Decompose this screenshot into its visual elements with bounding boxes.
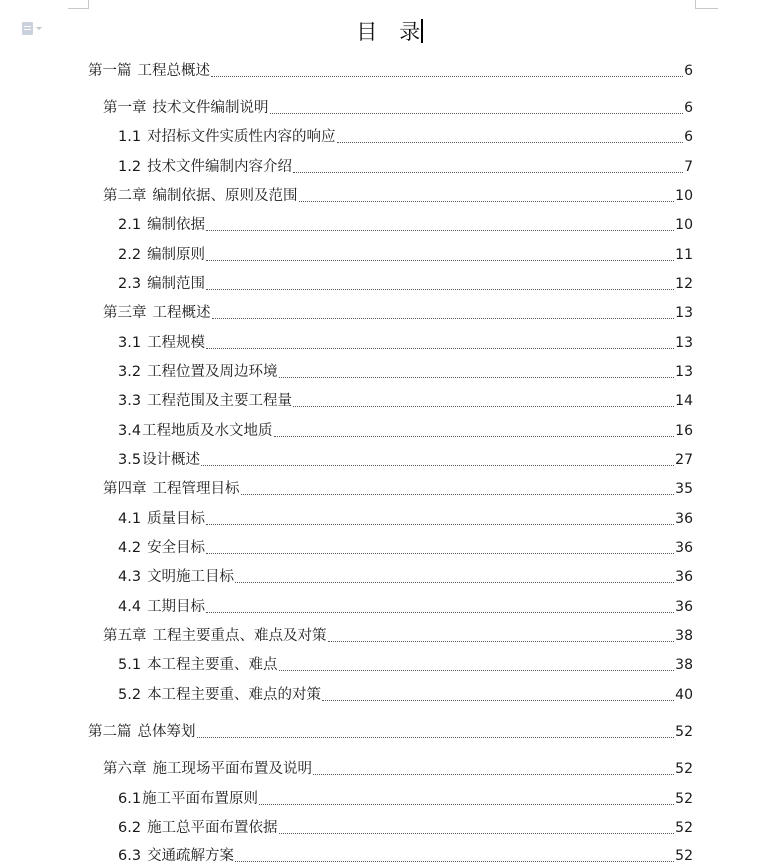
- toc-entry-number: 5.1: [118, 657, 142, 673]
- toc-entry[interactable]: [118, 790, 693, 808]
- toc-entry-page: 40: [675, 687, 693, 703]
- toc-entry-text: 质量目标: [147, 511, 206, 527]
- toc-entry-page: 6: [684, 63, 693, 79]
- toc-leader: [337, 142, 684, 143]
- toc-leader: [212, 318, 675, 319]
- toc-entry-page: 52: [675, 791, 693, 807]
- toc-entry[interactable]: [103, 187, 693, 205]
- toc-entry[interactable]: [118, 216, 693, 234]
- text-cursor: [421, 19, 423, 43]
- toc-entry-text: 技术文件编制内容介绍: [147, 159, 293, 175]
- toc-entry-number: 5.2: [118, 687, 142, 703]
- toc-entry-number: 3.5: [118, 452, 142, 468]
- toc-entry[interactable]: [118, 392, 693, 410]
- toc-leader: [279, 377, 675, 378]
- toc-entry[interactable]: [118, 598, 693, 616]
- toc-entry-number: 第一章: [103, 100, 147, 116]
- toc-leader: [235, 861, 674, 862]
- page-corner-mark-left: [68, 0, 89, 9]
- toc-title-part2: 录: [399, 20, 421, 44]
- toc-entry-number: 3.3: [118, 393, 142, 409]
- toc-entry[interactable]: [118, 510, 693, 528]
- toc-leader: [279, 833, 675, 834]
- toc-entry[interactable]: [103, 480, 693, 498]
- toc-title: [0, 17, 779, 47]
- toc-entry-text: 总体筹划: [137, 724, 196, 740]
- toc-entry-page: 13: [675, 335, 693, 351]
- toc-entry-page: 16: [675, 423, 693, 439]
- page-corner-mark-right: [695, 0, 718, 9]
- toc-entry-number: 第五章: [103, 628, 147, 644]
- toc-entry[interactable]: [118, 422, 693, 440]
- toc-leader: [211, 76, 683, 77]
- toc-leader: [259, 804, 674, 805]
- toc-entry[interactable]: [103, 99, 693, 117]
- toc-entry-text: 编制依据: [147, 217, 206, 233]
- toc-entry-number: 2.1: [118, 217, 142, 233]
- toc-entry[interactable]: [118, 451, 693, 469]
- toc-entry-text: 编制原则: [147, 247, 206, 263]
- toc-entry-page: 6: [684, 100, 693, 116]
- toc-entry-number: 第六章: [103, 761, 147, 777]
- toc-entry-number: 3.4: [118, 423, 142, 439]
- toc-entry[interactable]: [118, 568, 693, 586]
- toc-entry[interactable]: [103, 304, 693, 322]
- toc-entry-text: 编制依据、原则及范围: [152, 188, 298, 204]
- toc-leader: [201, 465, 674, 466]
- toc-entry-number: 4.2: [118, 540, 142, 556]
- toc-entry[interactable]: [118, 819, 693, 837]
- toc-entry-text: 工程范围及主要工程量: [147, 393, 293, 409]
- toc-entry-number: 2.3: [118, 276, 142, 292]
- toc-entry-page: 36: [675, 511, 693, 527]
- toc-leader: [293, 172, 683, 173]
- toc-entry[interactable]: [118, 128, 693, 146]
- toc-entry-text: 交通疏解方案: [147, 848, 235, 864]
- toc-entry-number: 4.1: [118, 511, 142, 527]
- toc-entry[interactable]: [118, 847, 693, 865]
- toc-entry[interactable]: [118, 686, 693, 704]
- toc-entry-text: 施工平面布置原则: [142, 791, 259, 807]
- toc-entry-number: 3.2: [118, 364, 142, 380]
- toc-entry-page: 52: [675, 724, 693, 740]
- toc-entry-number: 第三章: [103, 305, 147, 321]
- toc-leader: [322, 700, 674, 701]
- toc-entry[interactable]: [103, 760, 693, 778]
- toc-leader: [279, 670, 675, 671]
- toc-entry-page: 7: [684, 159, 693, 175]
- toc-leader: [206, 612, 674, 613]
- toc-entry-page: 6: [684, 129, 693, 145]
- toc-entry-text: 工程地质及水文地质: [142, 423, 273, 439]
- toc-leader: [206, 553, 674, 554]
- toc-entry-text: 编制范围: [147, 276, 206, 292]
- toc-entry-page: 38: [675, 657, 693, 673]
- toc-entry-number: 6.2: [118, 820, 142, 836]
- toc-entry-text: 施工现场平面布置及说明: [152, 761, 312, 777]
- toc-entry-page: 36: [675, 569, 693, 585]
- toc-entry-number: 1.2: [118, 159, 142, 175]
- toc-entry-text: 工程管理目标: [152, 481, 240, 497]
- toc-entry[interactable]: [118, 539, 693, 557]
- toc-leader: [235, 582, 674, 583]
- toc-entry[interactable]: [118, 275, 693, 293]
- toc-entry-text: 文明施工目标: [147, 569, 235, 585]
- toc-leader: [241, 494, 675, 495]
- toc-entry-text: 工程主要重点、难点及对策: [152, 628, 327, 644]
- toc-leader: [274, 436, 675, 437]
- toc-entry-page: 10: [675, 188, 693, 204]
- toc-entry-page: 52: [675, 761, 693, 777]
- toc-entry-number: 第四章: [103, 481, 147, 497]
- toc-entry-text: 对招标文件实质性内容的响应: [147, 129, 336, 145]
- toc-entry-number: 第一篇: [88, 63, 132, 79]
- toc-leader: [206, 524, 674, 525]
- toc-entry-page: 52: [675, 820, 693, 836]
- toc-title-part1: 目: [356, 20, 378, 44]
- toc-leader: [328, 641, 675, 642]
- toc-entry-page: 11: [675, 247, 693, 263]
- toc-entry[interactable]: [118, 334, 693, 352]
- toc-entry-page: 13: [675, 364, 693, 380]
- toc-entry-page: 10: [675, 217, 693, 233]
- toc-entry[interactable]: [118, 363, 693, 381]
- toc-entry-number: 6.3: [118, 848, 142, 864]
- toc-entry-text: 工程总概述: [137, 63, 210, 79]
- toc-entry[interactable]: [88, 62, 693, 80]
- toc-leader: [197, 737, 675, 738]
- toc-entry-text: 施工总平面布置依据: [147, 820, 278, 836]
- toc-entry-page: 36: [675, 599, 693, 615]
- toc-entry-number: 3.1: [118, 335, 142, 351]
- toc-entry-text: 工程规模: [147, 335, 206, 351]
- toc-entry-page: 36: [675, 540, 693, 556]
- toc-entry-number: 1.1: [118, 129, 142, 145]
- toc-entry-text: 工期目标: [147, 599, 206, 615]
- toc-leader: [206, 348, 674, 349]
- toc-entry-page: 12: [675, 276, 693, 292]
- toc-entry-page: 35: [675, 481, 693, 497]
- toc-entry-number: 第二章: [103, 188, 147, 204]
- toc-leader: [206, 260, 674, 261]
- toc-entry-number: 4.3: [118, 569, 142, 585]
- toc-leader: [270, 113, 684, 114]
- toc-entry[interactable]: [103, 627, 693, 645]
- toc-entry-text: 工程位置及周边环境: [147, 364, 278, 380]
- toc-entry[interactable]: [118, 656, 693, 674]
- toc-entry-page: 27: [675, 452, 693, 468]
- toc-entry-text: 工程概述: [152, 305, 211, 321]
- toc-entry-text: 设计概述: [142, 452, 201, 468]
- toc-entry-number: 6.1: [118, 791, 142, 807]
- toc-entry-page: 14: [675, 393, 693, 409]
- toc-entry-page: 13: [675, 305, 693, 321]
- toc-leader: [206, 289, 674, 290]
- toc-entry-text: 本工程主要重、难点: [147, 657, 278, 673]
- toc-leader: [206, 230, 674, 231]
- toc-entry-number: 4.4: [118, 599, 142, 615]
- toc-entry-text: 技术文件编制说明: [152, 100, 269, 116]
- toc-entry-page: 52: [675, 848, 693, 864]
- toc-leader: [293, 406, 674, 407]
- toc-entry-text: 本工程主要重、难点的对策: [147, 687, 322, 703]
- toc-entry[interactable]: [118, 158, 693, 176]
- toc-leader: [299, 201, 675, 202]
- toc-leader: [313, 774, 674, 775]
- toc-entry-text: 安全目标: [147, 540, 206, 556]
- toc-entry[interactable]: [88, 723, 693, 741]
- toc-entry-page: 38: [675, 628, 693, 644]
- toc-entry[interactable]: [118, 246, 693, 264]
- toc-entry-number: 第二篇: [88, 724, 132, 740]
- toc-entry-number: 2.2: [118, 247, 142, 263]
